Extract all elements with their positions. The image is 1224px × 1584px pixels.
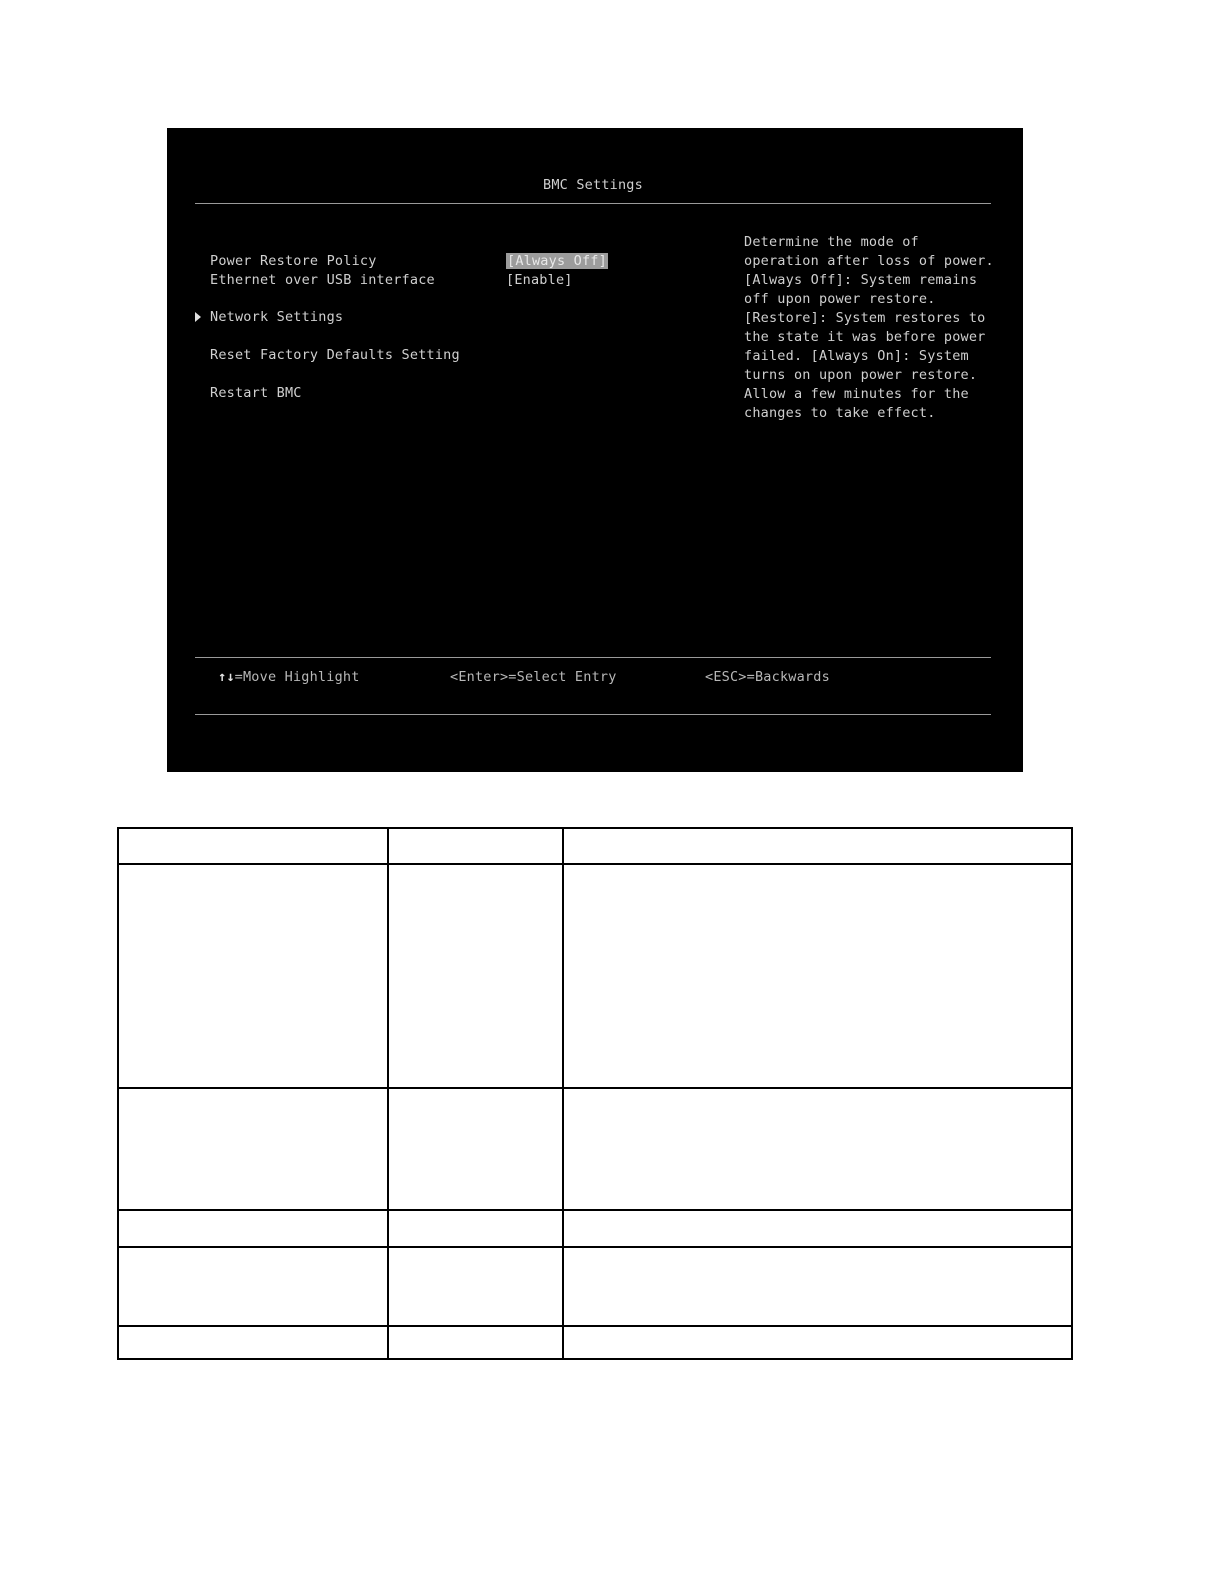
menu-item-power-restore-policy[interactable]: Power Restore Policy [210,253,377,269]
table-cell [388,828,563,864]
table-row [118,864,1072,1088]
title-divider [195,203,991,204]
menu-item-restart-bmc[interactable]: Restart BMC [210,385,302,401]
table-cell [118,1247,388,1326]
help-line: Allow a few minutes for the [744,386,969,402]
table-cell [388,864,563,1088]
table-cell [118,1326,388,1359]
backwards-hint: <ESC>=Backwards [705,669,830,685]
help-line: [Restore]: System restores to [744,310,986,326]
table-row [118,1326,1072,1359]
table-cell [563,1326,1072,1359]
table-cell [563,1088,1072,1210]
help-line: [Always Off]: System remains [744,272,978,288]
table-cell [388,1210,563,1247]
help-line: turns on upon power restore. [744,367,978,383]
menu-item-reset-factory-defaults[interactable]: Reset Factory Defaults Setting [210,347,460,363]
footer-divider-top [195,657,991,658]
bios-screen [167,128,1023,772]
table-cell [118,864,388,1088]
table-cell [563,1210,1072,1247]
help-line: changes to take effect. [744,405,936,421]
help-line: Determine the mode of [744,234,919,250]
table-cell [388,1088,563,1210]
table-header-row [118,828,1072,864]
settings-table [117,827,1073,1360]
move-highlight-hint [218,669,360,685]
table-row [118,1088,1072,1210]
power-restore-policy-value[interactable]: [Always Off] [507,253,607,269]
table-cell [563,828,1072,864]
help-line: the state it was before power [744,329,986,345]
help-line: operation after loss of power. [744,253,994,269]
menu-item-network-settings[interactable]: Network Settings [210,309,344,325]
help-line: off upon power restore. [744,291,936,307]
submenu-arrow-icon [195,312,201,322]
menu-item-ethernet-over-usb[interactable]: Ethernet over USB interface [210,272,435,288]
ethernet-over-usb-value[interactable]: [Enable] [506,272,573,288]
table-cell [563,1247,1072,1326]
table-cell [563,864,1072,1088]
table-cell [118,828,388,864]
table-cell [118,1210,388,1247]
table-cell [388,1326,563,1359]
help-text [744,233,994,423]
bios-title: BMC Settings [543,177,643,193]
help-line: failed. [Always On]: System [744,348,969,364]
table-cell [118,1088,388,1210]
table-row [118,1247,1072,1326]
move-highlight-label: =Move Highlight [234,669,360,685]
footer-divider-bottom [195,714,991,715]
table-row [118,1210,1072,1247]
table-cell [388,1247,563,1326]
select-entry-hint: <Enter>=Select Entry [450,669,617,685]
up-down-arrows-icon: ↑↓ [218,669,235,685]
